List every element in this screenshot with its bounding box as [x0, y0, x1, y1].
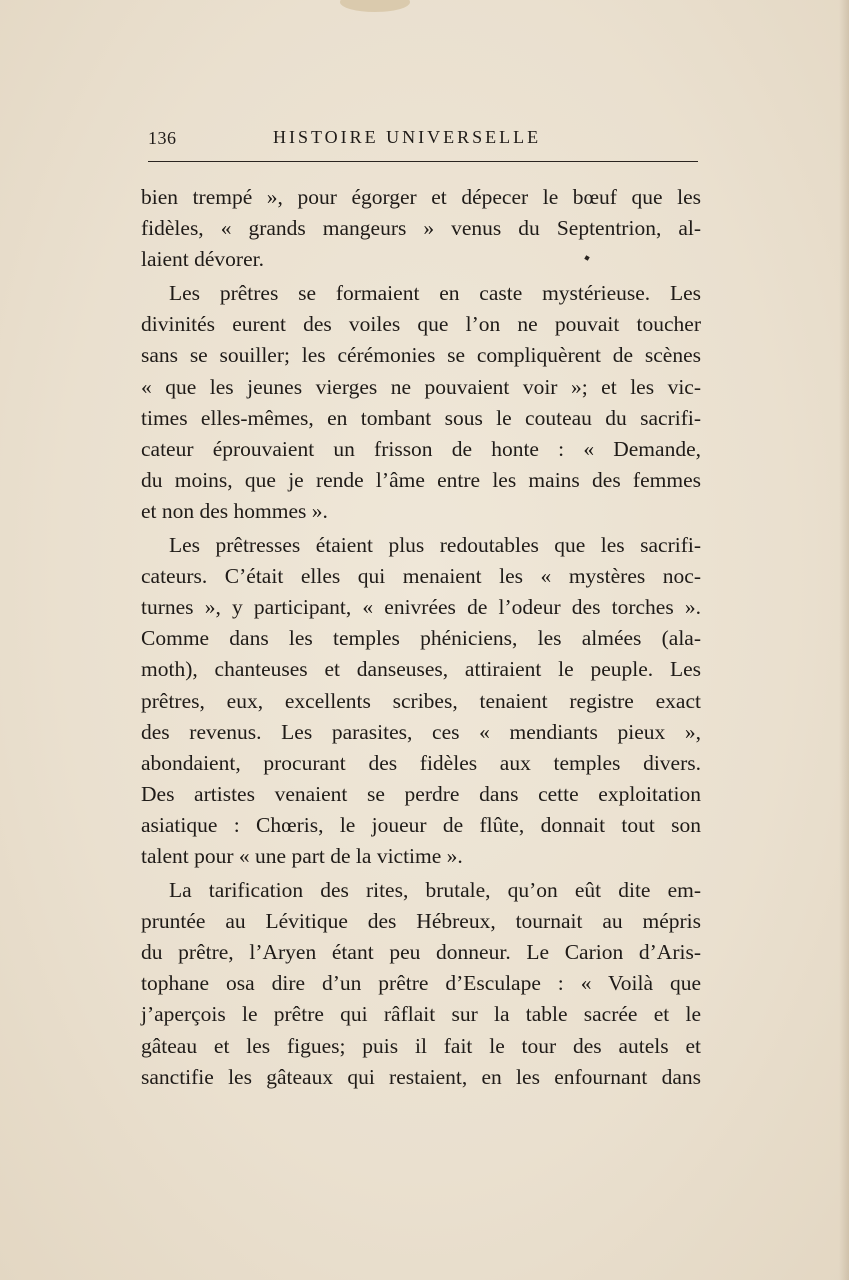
- text-line: asiatique : Chœris, le joueur de flûte, donnait tout son: [141, 812, 701, 837]
- paper-stain: [340, 0, 410, 12]
- text-line: Les prêtresses étaient plus redoutables que les sacrifi-: [169, 533, 701, 558]
- text-line: turnes », y participant, « enivrées de l’odeur des torches ».: [141, 595, 701, 620]
- paragraph: [141, 278, 701, 527]
- page-number: 136: [148, 128, 177, 148]
- text-line: abondaient, procurant des fidèles aux temples divers.: [141, 750, 701, 775]
- text-line: talent pour « une part de la victime ».: [141, 843, 463, 868]
- text-line: sanctifie les gâteaux qui restaient, en les enfournant dans: [141, 1064, 701, 1089]
- text-line: cateurs. C’était elles qui menaient les « mystères noc-: [141, 564, 701, 589]
- text-line: laient dévorer.: [141, 247, 264, 272]
- text-line: cateur éprouvaient un frisson de honte : « Demande,: [141, 436, 701, 461]
- text-line: du prêtre, l’Aryen étant peu donneur. Le Carion d’Aris-: [141, 940, 701, 965]
- text-line: gâteau et les figues; puis il fait le tour des autels et: [141, 1033, 701, 1058]
- page-edge-shadow: [839, 0, 849, 1280]
- paragraph: [141, 530, 701, 872]
- text-line: du moins, que je rende l’âme entre les mains des femmes: [141, 467, 701, 492]
- text-line: tophane osa dire d’un prêtre d’Esculape : « Voilà que: [141, 971, 701, 996]
- text-line: La tarification des rites, brutale, qu’on eût dite em-: [169, 878, 701, 903]
- text-line: sans se souiller; les cérémonies se compliquèrent de scènes: [141, 343, 701, 368]
- text-line: bien trempé », pour égorger et dépecer le bœuf que les: [141, 185, 701, 209]
- text-line: des revenus. Les parasites, ces « mendiants pieux »,: [141, 719, 701, 744]
- paragraph: [141, 875, 701, 1093]
- running-title: HISTOIRE UNIVERSELLE: [273, 127, 542, 147]
- paragraph: [141, 182, 701, 275]
- text-line: moth), chanteuses et danseuses, attiraient le peuple. Les: [141, 657, 701, 682]
- text-line: Les prêtres se formaient en caste mystérieuse. Les: [169, 281, 701, 306]
- header-rule: [148, 161, 698, 162]
- text-line: « que les jeunes vierges ne pouvaient voir »; et les vic-: [141, 374, 701, 399]
- text-line: et non des hommes ».: [141, 498, 328, 523]
- text-line: divinités eurent des voiles que l’on ne pouvait toucher: [141, 312, 701, 337]
- text-line: times elles-mêmes, en tombant sous le couteau du sacrifi-: [141, 405, 701, 430]
- text-line: j’aperçois le prêtre qui râflait sur la table sacrée et le: [141, 1002, 701, 1027]
- text-line: pruntée au Lévitique des Hébreux, tournait au mépris: [141, 909, 701, 934]
- text-line: fidèles, « grands mangeurs » venus du Septentrion, al-: [141, 216, 701, 241]
- text-line: prêtres, eux, excellents scribes, tenaient registre exact: [141, 688, 701, 713]
- text-line: Comme dans les temples phéniciens, les almées (ala-: [141, 626, 701, 651]
- text-line: Des artistes venaient se perdre dans cette exploitation: [141, 781, 701, 806]
- running-header: [148, 122, 698, 156]
- body-text: [141, 182, 701, 1093]
